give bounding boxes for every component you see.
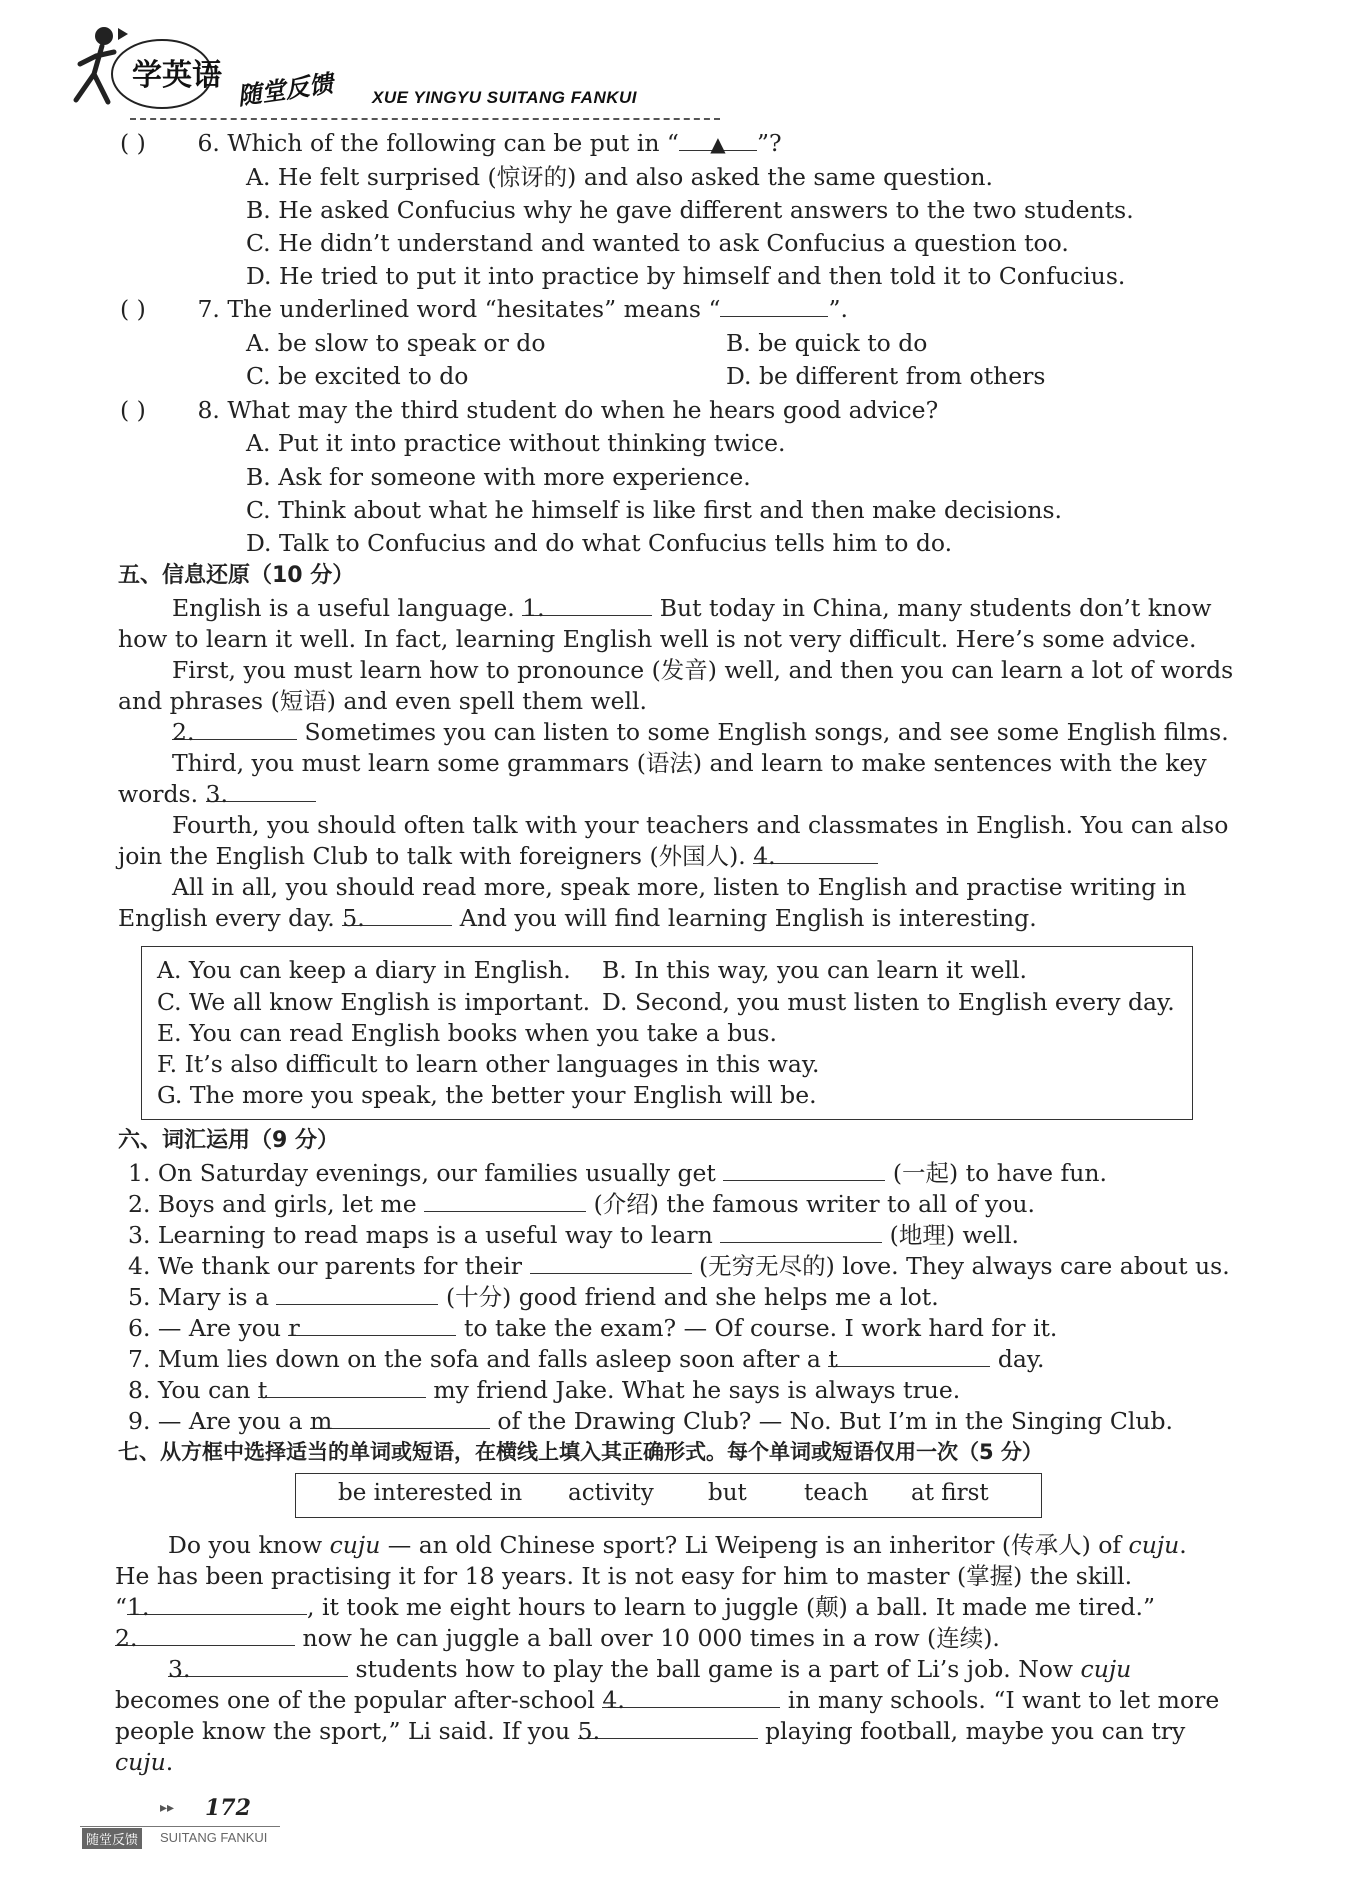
s7-line-6: becomes one of the popular after-school 4. in many schools. “I want to let more <box>115 1686 1220 1714</box>
s6-blank-7[interactable]: t <box>828 1344 990 1367</box>
s7-line-5: 3. students how to play the ball game is a part of Li’s job. Now cuju <box>168 1655 1132 1683</box>
question-6-stem: ( ) 6. Which of the following can be put in “ ▲ ”? <box>120 129 782 157</box>
footer-label: 随堂反馈 <box>82 1828 142 1849</box>
s7-line-7: people know the sport,” Li said. If you 5. playing football, maybe you can try <box>115 1717 1186 1745</box>
s5-blank-4[interactable]: 4. <box>753 841 878 864</box>
word-option-4: teach <box>804 1480 869 1506</box>
word-option-1: be interested in <box>338 1480 523 1506</box>
s5-line-11: English every day. 5. And you will find learning English is interesting. <box>118 904 1037 932</box>
page-header <box>62 22 662 122</box>
s7-line-1: Do you know cuju — an old Chinese sport? Li Weipeng is an inheritor (传承人) of cuju. <box>168 1531 1187 1559</box>
s5-line-9: join the English Club to talk with foreigners (外国人). 4. <box>118 841 878 871</box>
s7-blank-3[interactable]: 3. <box>168 1654 348 1677</box>
section-6-title: 六、词汇运用（9 分） <box>118 1128 339 1153</box>
logo-english: XUE YINGYU SUITANG FANKUI <box>372 88 638 107</box>
s5-line-10: All in all, you should read more, speak more, listen to English and practise writing in <box>172 873 1187 901</box>
s6-item-2: 2. Boys and girls, let me (介绍) the famous writer to all of you. <box>128 1190 1035 1218</box>
s6-blank-2[interactable] <box>424 1189 586 1212</box>
s5-blank-5[interactable]: 5. <box>342 903 452 926</box>
section-5-options-box <box>141 946 1193 1120</box>
answer-paren: ( ) <box>120 129 146 157</box>
s5-line-5: 2. Sometimes you can listen to some English songs, and see some English films. <box>172 718 1229 746</box>
s6-blank-1[interactable] <box>723 1158 885 1181</box>
question-8-option-b: B. Ask for someone with more experience. <box>246 463 751 491</box>
question-7-option-b: B. be quick to do <box>726 329 928 357</box>
question-8-stem: ( ) 8. What may the third student do when he hears good advice? <box>120 396 939 424</box>
s6-blank-3[interactable] <box>720 1220 882 1243</box>
s5-blank-1[interactable]: 1. <box>522 593 652 616</box>
s6-blank-8[interactable]: t <box>258 1375 426 1398</box>
word-option-2: activity <box>568 1480 654 1506</box>
s7-line-4: 2. now he can juggle a ball over 10 000 times in a row (连续). <box>115 1624 1000 1652</box>
s6-blank-9[interactable]: m <box>310 1406 490 1429</box>
question-6-option-b: B. He asked Confucius why he gave different answers to the two students. <box>246 196 1134 224</box>
s6-item-3: 3. Learning to read maps is a useful way to learn (地理) well. <box>128 1221 1020 1249</box>
word-option-5: at first <box>911 1480 989 1506</box>
s5-line-2: how to learn it well. In fact, learning English well is not very difficult. Here’s some advice. <box>118 625 1197 653</box>
question-7-option-a: A. be slow to speak or do <box>246 329 546 357</box>
s5-line-8: Fourth, you should often talk with your teachers and classmates in English. You can also <box>172 811 1229 839</box>
s5-line-4: and phrases (短语) and even spell them well. <box>118 687 648 715</box>
s7-line-3: “1. , it took me eight hours to learn to juggle (颠) a ball. It made me tired.” <box>115 1593 1156 1621</box>
section-5-title: 五、信息还原（10 分） <box>118 563 355 588</box>
footer-label-english: SUITANG FANKUI <box>160 1830 268 1845</box>
s6-item-6: 6. — Are you r to take the exam? — Of course. I work hard for it. <box>128 1314 1058 1342</box>
footer-divider <box>80 1826 280 1827</box>
s5-option-c: C. We all know English is important. <box>157 988 591 1016</box>
s5-option-f: F. It’s also difficult to learn other languages in this way. <box>157 1050 820 1078</box>
s5-blank-3[interactable]: 3. <box>206 779 316 802</box>
s5-line-6: Third, you must learn some grammars (语法) and learn to make sentences with the key <box>172 749 1207 777</box>
question-7-stem: ( ) 7. The underlined word “hesitates” means “ ”. <box>120 295 848 323</box>
header-divider <box>130 118 720 120</box>
s5-option-d: D. Second, you must listen to English every day. <box>602 988 1175 1016</box>
s6-item-7: 7. Mum lies down on the sofa and falls asleep soon after a t day. <box>128 1345 1045 1373</box>
s6-item-9: 9. — Are you a m of the Drawing Club? — No. But I’m in the Singing Club. <box>128 1407 1174 1435</box>
s5-option-e: E. You can read English books when you take a bus. <box>157 1019 777 1047</box>
s6-item-1: 1. On Saturday evenings, our families usually get (一起) to have fun. <box>128 1159 1107 1187</box>
s6-blank-4[interactable] <box>530 1251 692 1274</box>
s7-line-8: cuju. <box>115 1748 174 1776</box>
question-8-option-a: A. Put it into practice without thinking twice. <box>246 429 786 457</box>
question-7-option-d: D. be different from others <box>726 362 1046 390</box>
s6-blank-5[interactable] <box>276 1282 438 1305</box>
s6-item-5: 5. Mary is a (十分) good friend and she helps me a lot. <box>128 1283 939 1311</box>
s5-line-1: English is a useful language. 1. But today in China, many students don’t know <box>172 594 1212 622</box>
logo-subtitle: 随堂反馈 <box>235 69 335 111</box>
s6-blank-6[interactable]: r <box>288 1313 456 1336</box>
s5-option-b: B. In this way, you can learn it well. <box>602 956 1027 984</box>
logo-title: 学英语 <box>132 58 222 93</box>
question-8-option-d: D. Talk to Confucius and do what Confucius tells him to do. <box>246 529 953 557</box>
page-number: 172 <box>205 1795 251 1821</box>
page-arrows-icon: ▸▸ <box>160 1800 175 1816</box>
question-6-option-a: A. He felt surprised (惊讶的) and also asked the same question. <box>246 163 993 191</box>
s5-option-g: G. The more you speak, the better your English will be. <box>157 1081 817 1109</box>
section-7-title: 七、从方框中选择适当的单词或短语，在横线上填入其正确形式。每个单词或短语仅用一次（5 分） <box>118 1440 1043 1464</box>
question-7-option-c: C. be excited to do <box>246 362 469 390</box>
s6-item-4: 4. We thank our parents for their (无穷无尽的) love. They always care about us. <box>128 1252 1230 1280</box>
s6-item-8: 8. You can t my friend Jake. What he says is always true. <box>128 1376 961 1404</box>
section-7-word-box <box>295 1473 1042 1518</box>
s7-blank-1[interactable]: 1. <box>127 1592 307 1615</box>
s5-blank-2[interactable]: 2. <box>172 717 297 740</box>
question-6-option-d: D. He tried to put it into practice by himself and then told it to Confucius. <box>246 262 1126 290</box>
question-6-option-c: C. He didn’t understand and wanted to ask Confucius a question too. <box>246 229 1069 257</box>
s5-line-3: First, you must learn how to pronounce (发音) well, and then you can learn a lot of words <box>172 656 1234 684</box>
question-7-blank[interactable] <box>720 294 828 317</box>
s7-blank-5[interactable]: 5. <box>578 1716 758 1739</box>
s7-blank-4[interactable]: 4. <box>602 1685 780 1708</box>
s7-blank-2[interactable]: 2. <box>115 1623 295 1646</box>
question-8-option-c: C. Think about what he himself is like first and then make decisions. <box>246 496 1063 524</box>
word-option-3: but <box>708 1480 747 1506</box>
s7-line-2: He has been practising it for 18 years. It is not easy for him to master (掌握) the skill. <box>115 1562 1133 1590</box>
s5-line-7: words. 3. <box>118 779 316 809</box>
s5-option-a: A. You can keep a diary in English. <box>157 956 571 984</box>
question-6-blank[interactable]: ▲ <box>679 128 757 151</box>
